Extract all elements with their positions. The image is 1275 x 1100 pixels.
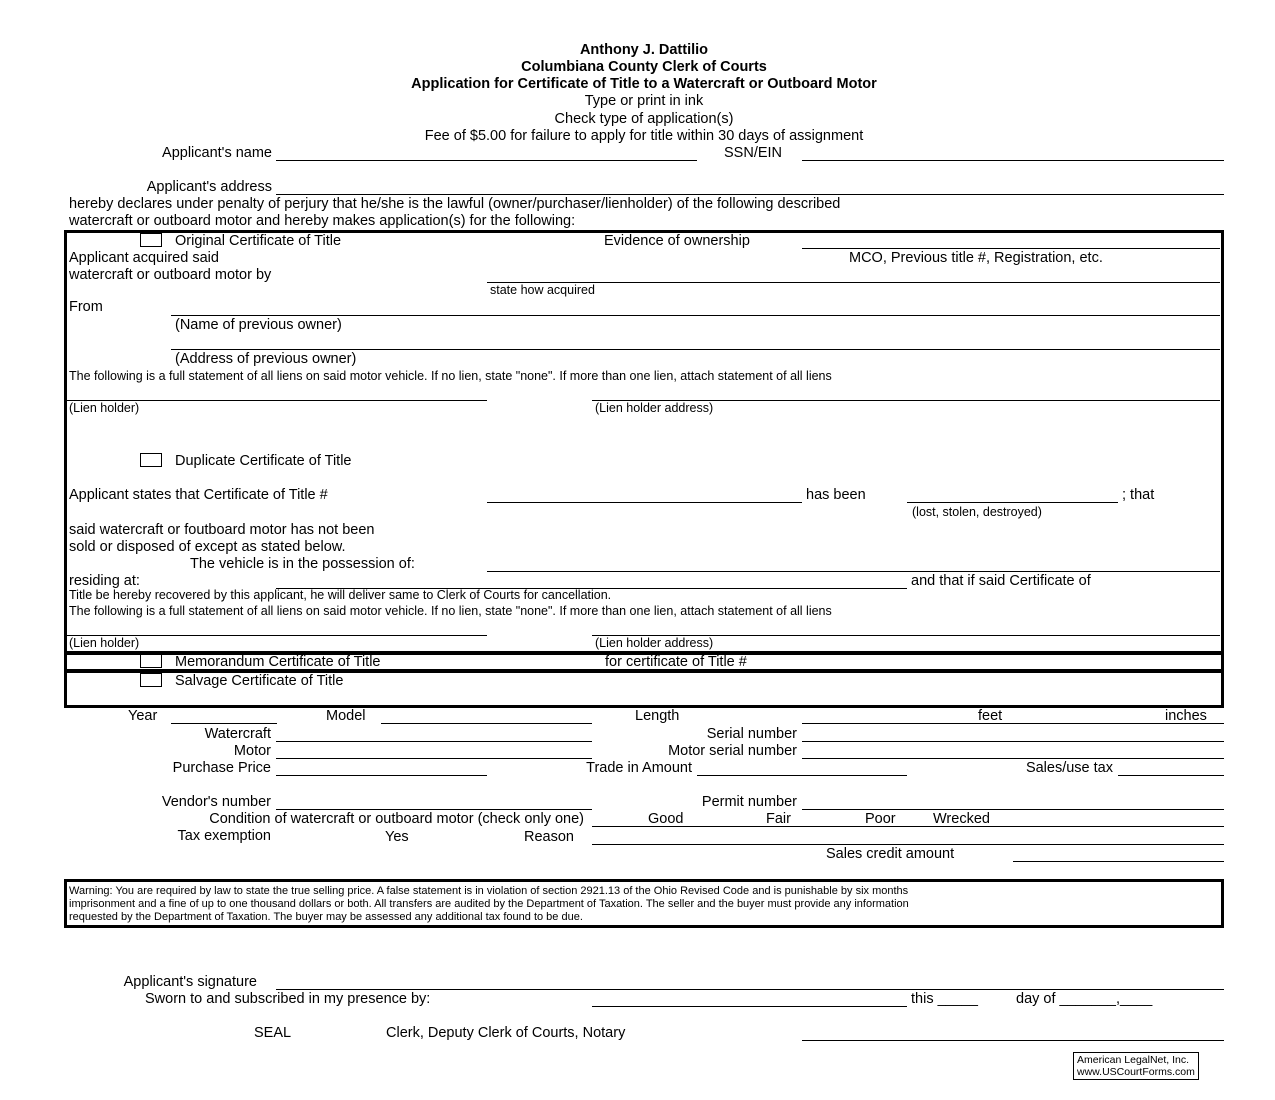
signature-label: Applicant's signature — [123, 974, 257, 990]
serial-number-label: Serial number — [706, 726, 797, 742]
evidence-label: Evidence of ownership — [604, 233, 750, 249]
watercraft-field[interactable] — [276, 741, 592, 742]
sworn-label: Sworn to and subscribed in my presence by: — [145, 991, 431, 1007]
not-sold-line-2: sold or disposed of except as stated below. — [69, 539, 346, 555]
condition-poor[interactable]: Poor — [865, 811, 896, 827]
evidence-hint: MCO, Previous title #, Registration, etc. — [849, 250, 1103, 266]
that-label: ; that — [1122, 487, 1155, 503]
feet-label: feet — [978, 708, 1003, 724]
trade-in-label: Trade in Amount — [586, 760, 692, 776]
original-label: Original Certificate of Title — [175, 233, 342, 249]
motor-field[interactable] — [276, 758, 592, 759]
previous-owner-address-field[interactable] — [171, 349, 1220, 350]
tax-exemption-yes[interactable]: Yes — [385, 829, 409, 845]
instruction-check: Check type of application(s) — [554, 111, 734, 127]
sales-tax-field[interactable] — [1118, 775, 1224, 776]
motor-serial-field[interactable] — [802, 758, 1224, 759]
day-of-label[interactable]: day of _______,____ — [1016, 991, 1153, 1007]
watercraft-label: Watercraft — [204, 726, 271, 742]
state-how-acquired-hint: state how acquired — [490, 283, 595, 297]
duplicate-lien-holder-hint: (Lien holder) — [69, 636, 140, 650]
and-that-label: and that if said Certificate of — [911, 573, 1091, 589]
signature-field[interactable] — [276, 989, 1224, 990]
original-checkbox[interactable] — [140, 233, 162, 247]
has-been-label: has been — [806, 487, 866, 503]
model-label: Model — [326, 708, 366, 724]
original-liens-statement: The following is a full statement of all liens on said motor vehicle. If no lien, state "none". If more than one lien, attach statement of all liens — [69, 369, 832, 383]
lost-stolen-hint: (lost, stolen, destroyed) — [912, 505, 1042, 519]
duplicate-title-number-field[interactable] — [487, 502, 802, 503]
applicant-name-label: Applicant's name — [162, 145, 272, 161]
original-lien-holder-hint: (Lien holder) — [69, 401, 140, 415]
clerk-name: Anthony J. Dattilio — [579, 42, 709, 58]
acquired-line-2: watercraft or outboard motor by — [69, 267, 272, 283]
from-label: From — [69, 299, 103, 315]
warning-line-1: Warning: You are required by law to state the true selling price. A false statement is in violation of section 2921.13 of the Ohio Revised Code and is punishable by six months — [69, 885, 909, 897]
clerk-signature-field[interactable] — [802, 1040, 1224, 1041]
permit-number-label: Permit number — [701, 794, 797, 810]
applicant-address-label: Applicant's address — [146, 179, 272, 195]
previous-owner-name-hint: (Name of previous owner) — [175, 317, 342, 333]
condition-wrecked[interactable]: Wrecked — [933, 811, 990, 827]
memorandum-title-label: for certificate of Title # — [605, 654, 747, 670]
acquired-how-field[interactable] — [487, 282, 1220, 283]
sworn-by-field[interactable] — [592, 1006, 907, 1007]
tax-exemption-label: Tax exemption — [177, 828, 271, 844]
vendor-number-field[interactable] — [276, 809, 592, 810]
previous-owner-name-field[interactable] — [171, 315, 1220, 316]
serial-number-field[interactable] — [802, 741, 1224, 742]
declaration-line-2: watercraft or outboard motor and hereby makes application(s) for the following: — [69, 213, 576, 229]
sales-tax-label: Sales/use tax — [1025, 760, 1113, 776]
instruction-ink: Type or print in ink — [584, 93, 704, 109]
not-sold-line-1: said watercraft or foutboard motor has not been — [69, 522, 375, 538]
applicant-name-field[interactable] — [276, 160, 697, 161]
form-title: Application for Certificate of Title to a Watercraft or Outboard Motor — [411, 76, 877, 92]
condition-label: Condition of watercraft or outboard motor (check only one) — [209, 811, 584, 827]
ssn-field[interactable] — [802, 160, 1224, 161]
inches-label: inches — [1165, 708, 1207, 724]
purchase-price-field[interactable] — [276, 775, 487, 776]
previous-owner-address-hint: (Address of previous owner) — [175, 351, 357, 367]
length-field[interactable] — [802, 723, 1224, 724]
condition-fair[interactable]: Fair — [766, 811, 791, 827]
recovered-statement: Title be hereby recovered by this applicant, he will deliver same to Clerk of Courts for cancellation. — [69, 588, 612, 602]
motor-serial-label: Motor serial number — [668, 743, 797, 759]
condition-good[interactable]: Good — [648, 811, 684, 827]
lost-stolen-field[interactable] — [907, 502, 1118, 503]
reason-field[interactable] — [592, 844, 1224, 845]
duplicate-lien-address-hint: (Lien holder address) — [595, 636, 714, 650]
original-lien-address-hint: (Lien holder address) — [595, 401, 714, 415]
length-label: Length — [635, 708, 680, 724]
sales-credit-field[interactable] — [1013, 861, 1224, 862]
acquired-line-1: Applicant acquired said — [69, 250, 219, 266]
salvage-label: Salvage Certificate of Title — [175, 673, 344, 689]
this-day-label[interactable]: this _____ — [911, 991, 978, 1007]
warning-line-3: requested by the Department of Taxation. The buyer may be assessed any additional tax found to be due. — [69, 911, 583, 923]
permit-number-field[interactable] — [802, 809, 1224, 810]
possession-label: The vehicle is in the possession of: — [190, 556, 415, 572]
office-name: Columbiana County Clerk of Courts — [521, 59, 767, 75]
ssn-label: SSN/EIN — [724, 145, 783, 161]
memorandum-checkbox[interactable] — [140, 654, 162, 668]
model-field[interactable] — [381, 723, 592, 724]
year-field[interactable] — [171, 723, 277, 724]
sales-credit-label: Sales credit amount — [826, 846, 955, 862]
vendor-number-label: Vendor's number — [161, 794, 271, 810]
declaration-line-1: hereby declares under penalty of perjury that he/she is the lawful (owner/purchaser/lienholder) of the following described — [69, 196, 841, 212]
footer-company: American LegalNet, Inc. — [1077, 1054, 1190, 1066]
evidence-field[interactable] — [802, 248, 1220, 249]
footer-website: www.USCourtForms.com — [1077, 1066, 1195, 1079]
year-label: Year — [128, 708, 158, 724]
trade-in-field[interactable] — [697, 775, 907, 776]
duplicate-label: Duplicate Certificate of Title — [175, 453, 352, 469]
warning-line-2: imprisonment and a fine of up to one thousand dollars or both. All transfers are audited by the Department of Taxation. The seller and the buyer must provide any information — [69, 898, 909, 910]
salvage-checkbox[interactable] — [140, 673, 162, 687]
motor-label: Motor — [233, 743, 271, 759]
footer-stamp — [1073, 1052, 1199, 1080]
condition-field[interactable] — [592, 826, 1224, 827]
residing-label: residing at: — [69, 573, 140, 589]
duplicate-liens-statement: The following is a full statement of all liens on said motor vehicle. If no lien, state "none". If more than one lien, attach statement of all liens — [69, 604, 832, 618]
seal-label: SEAL — [254, 1025, 292, 1041]
purchase-price-label: Purchase Price — [172, 760, 271, 776]
duplicate-states-label: Applicant states that Certificate of Title # — [69, 487, 328, 503]
fee-note: Fee of $5.00 for failure to apply for title within 30 days of assignment — [424, 128, 864, 144]
applicant-address-field[interactable] — [276, 194, 1224, 195]
possession-field[interactable] — [487, 571, 1220, 572]
duplicate-checkbox[interactable] — [140, 453, 162, 467]
reason-label: Reason — [524, 829, 574, 845]
memorandum-label: Memorandum Certificate of Title — [175, 654, 381, 670]
clerk-label: Clerk, Deputy Clerk of Courts, Notary — [386, 1025, 626, 1041]
